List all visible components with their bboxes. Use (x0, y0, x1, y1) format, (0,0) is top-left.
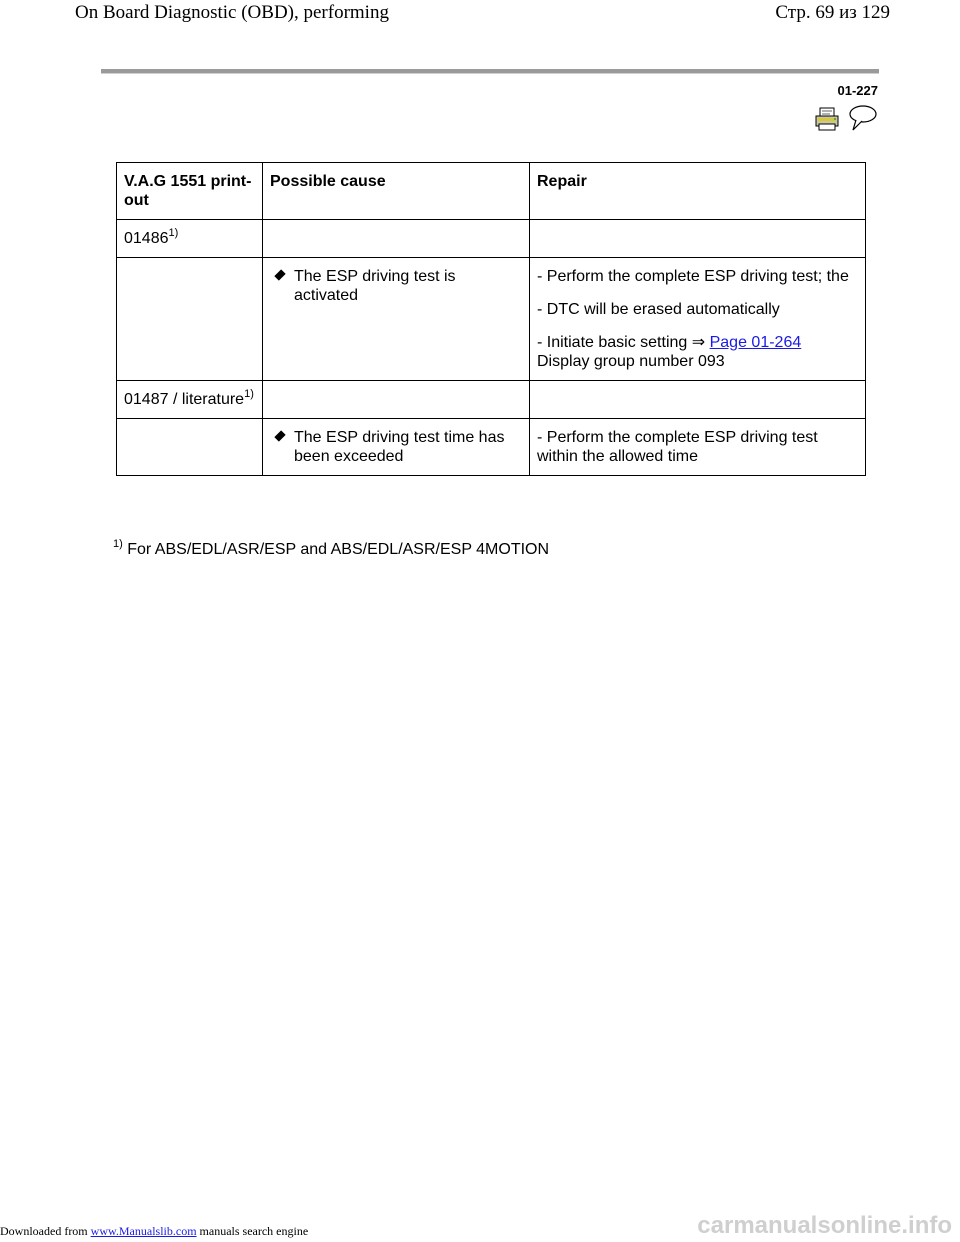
cause-text: The ESP driving test is activated (294, 268, 456, 304)
empty-cell (530, 220, 866, 258)
footnote-text: For ABS/EDL/ASR/ESP and ABS/EDL/ASR/ESP 4MOTION (127, 541, 550, 558)
empty-cell (117, 419, 263, 476)
table-row (117, 419, 866, 476)
diamond-bullet-icon (274, 269, 285, 280)
page-footer (0, 1212, 960, 1242)
code-cell (117, 220, 263, 258)
cause-cell (263, 419, 530, 476)
empty-cell (117, 258, 263, 381)
empty-cell (530, 381, 866, 419)
manualslib-link[interactable]: www.Manualslib.com (90, 1224, 197, 1238)
footnote-marker: 1) (113, 538, 123, 550)
table-header-row (117, 163, 866, 220)
footnote (113, 538, 550, 559)
header-cause: Possible cause (263, 163, 530, 220)
download-note (0, 1224, 308, 1239)
repair-cell (530, 258, 866, 381)
fault-table (116, 162, 866, 476)
watermark: carmanualsonline.info (697, 1212, 952, 1239)
footnote-marker: 1) (168, 227, 179, 239)
repair-step: - Perform the complete ESP driving test; the (537, 268, 849, 285)
header-repair: Repair (530, 163, 866, 220)
page-number: 01-227 (837, 83, 878, 98)
cause-bullet (270, 267, 522, 305)
download-suffix: manuals search engine (199, 1224, 309, 1238)
page-header (0, 0, 960, 26)
table-row (117, 258, 866, 381)
toolbar-icons (815, 104, 879, 132)
header-printout: V.A.G 1551 print-out (117, 163, 263, 220)
page-link[interactable]: Page 01-264 (709, 334, 802, 351)
cause-bullet (270, 428, 522, 466)
page-info: Стр. 69 из 129 (775, 2, 890, 23)
document-title: On Board Diagnostic (OBD), performing (75, 2, 389, 23)
code-text: 01487 / literature (124, 391, 245, 408)
repair-step (537, 333, 858, 371)
repair-step: - Perform the complete ESP driving test within the allowed time (537, 429, 818, 465)
code-text: 01486 (124, 230, 169, 247)
cause-text: The ESP driving test time has been exceeded (294, 429, 505, 465)
cause-cell (263, 258, 530, 381)
footnote-marker: 1) (244, 388, 254, 400)
download-prefix: Downloaded from (0, 1224, 88, 1238)
repair-step-suffix: Display group number 093 (537, 353, 725, 370)
diamond-bullet-icon (274, 430, 285, 441)
table-row (117, 381, 866, 419)
empty-cell (263, 220, 530, 258)
repair-cell (530, 419, 866, 476)
code-cell (117, 381, 263, 419)
speech-bubble-icon[interactable] (848, 104, 878, 132)
empty-cell (263, 381, 530, 419)
printer-icon[interactable] (815, 106, 841, 132)
header-rule (101, 69, 879, 74)
table-row (117, 220, 866, 258)
repair-step: - DTC will be erased automatically (537, 301, 780, 318)
repair-step-prefix: - Initiate basic setting ⇒ (537, 334, 706, 351)
